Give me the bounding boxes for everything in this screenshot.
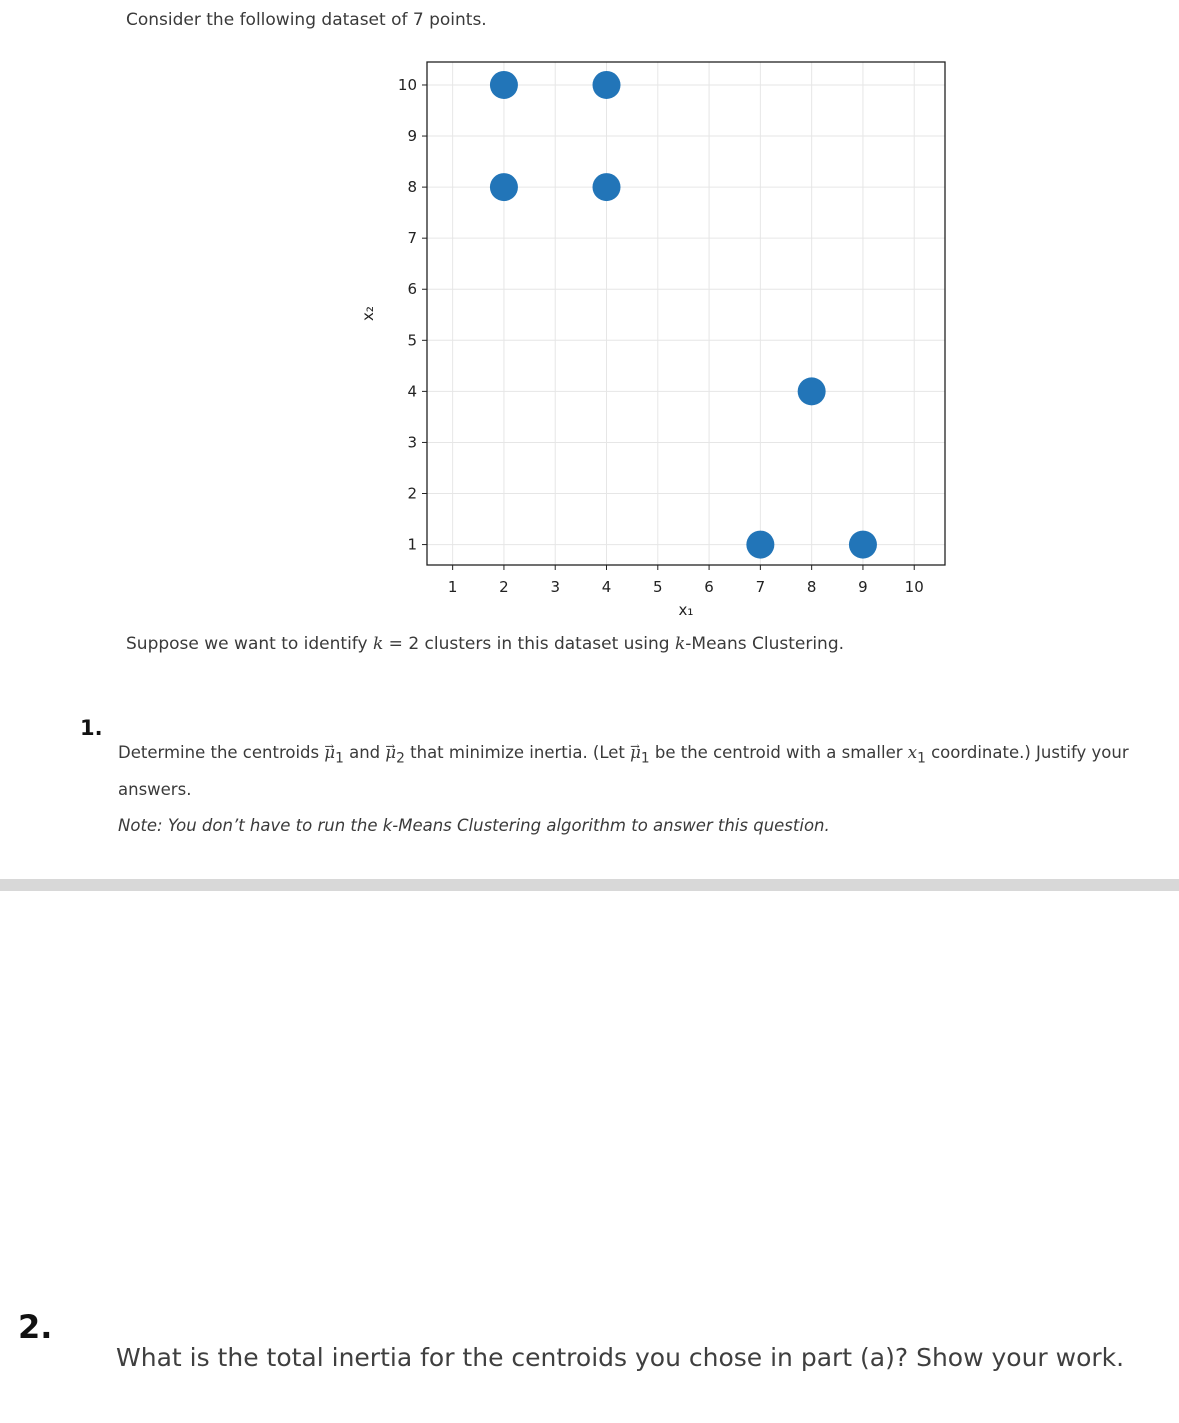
y-tick-label: 4 [407,382,417,401]
y-tick-label: 7 [407,229,417,248]
mu-symbol: → μ [630,737,641,768]
x-tick-label: 4 [601,578,612,596]
data-point [849,531,877,559]
data-points [490,71,877,559]
x-tick-label: 2 [499,578,509,596]
y-axis-label: x₂ [359,306,377,321]
y-tick-label: 2 [407,484,417,503]
y-tick-label: 6 [407,280,417,299]
x-tick-label: 3 [550,578,560,596]
question-2-number: 2. [18,1308,53,1346]
section-divider [0,879,1179,891]
subscript: 1 [335,750,344,767]
data-point [593,173,621,201]
data-point [593,71,621,99]
statement-part: Suppose we want to identify [126,634,373,654]
statement-part: -Means Clustering. [685,634,845,654]
q1-text-part: that minimize inertia. (Let [404,743,631,762]
q1-text-part: and [343,743,386,762]
k-symbol: k [674,634,686,654]
x-axis-label: x₁ [678,601,694,619]
plot-frame [427,62,945,565]
mu-symbol: → μ [324,737,335,768]
subscript: 2 [396,750,405,767]
x-tick-label: 1 [447,578,458,596]
scatter-plot [355,50,955,625]
x-symbol: x [907,743,918,762]
y-tick-label: 3 [407,433,417,452]
question-1-text [118,737,1168,805]
question-1-note: Note: You don’t have to run the k-Means Clustering algorithm to answer this question. [118,816,830,835]
y-tick-label: 9 [407,127,417,146]
data-point [490,173,518,201]
subscript: 1 [917,750,926,767]
grid [427,62,945,565]
y-tick-label: 8 [407,178,417,197]
data-point [798,377,826,405]
k-symbol: k [372,634,384,654]
x-tick-label: 8 [806,578,817,596]
x-tick-label: 10 [904,578,924,596]
mu-symbol: → μ [385,737,396,768]
intro-text: Consider the following dataset of 7 points. [126,10,487,30]
q1-text-part: coordinate.) Justify your answers. [118,743,1129,800]
question-1-number: 1. [80,716,103,740]
data-point [490,71,518,99]
q1-text-part: be the centroid with a smaller [649,743,908,762]
statement-part: clusters in this dataset using [419,634,675,654]
y-tick-label: 10 [397,75,417,94]
x-tick-label: 7 [755,578,766,596]
question-2-text: What is the total inertia for the centroids you chose in part (a)? Show your work. [116,1343,1125,1372]
subscript: 1 [640,750,650,767]
q1-text-part: Determine the centroids [118,743,325,762]
x-tick-label: 9 [858,578,868,596]
y-tick-label: 1 [407,535,417,554]
problem-statement [126,634,844,654]
statement-equation: = 2 [383,634,420,654]
y-tick-label: 5 [407,331,417,350]
data-point [746,531,774,559]
x-tick-label: 5 [653,578,663,596]
x-tick-label: 6 [704,578,714,596]
ticks [398,76,924,596]
